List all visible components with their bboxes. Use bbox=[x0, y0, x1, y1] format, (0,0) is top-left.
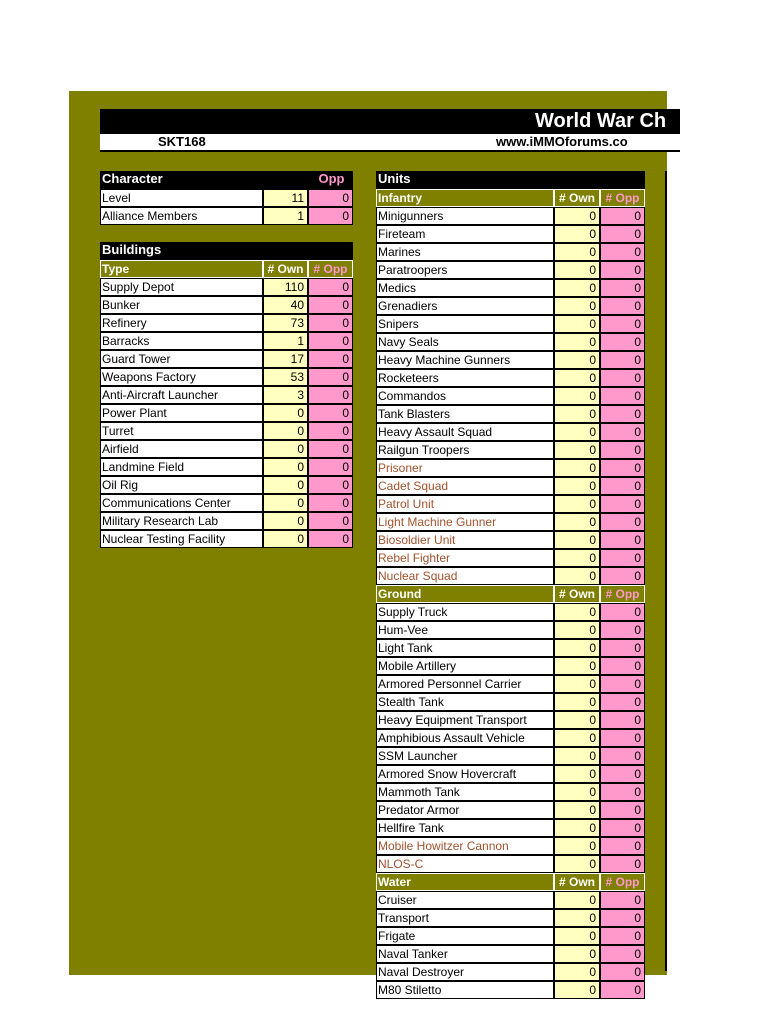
row-name-cell[interactable]: Snipers bbox=[376, 315, 554, 333]
table-row bbox=[100, 422, 353, 440]
row-own-cell[interactable]: 0 bbox=[554, 333, 600, 351]
row-own-cell[interactable]: 0 bbox=[554, 549, 600, 567]
row-name-cell[interactable]: Power Plant bbox=[100, 404, 263, 422]
row-opp-cell[interactable]: 0 bbox=[600, 531, 645, 549]
row-name-cell[interactable]: Light Machine Gunner bbox=[376, 513, 554, 531]
row-own-cell[interactable]: 0 bbox=[554, 783, 600, 801]
units-header: Units bbox=[376, 171, 645, 189]
row-name-cell[interactable]: Heavy Assault Squad bbox=[376, 423, 554, 441]
row-name-cell[interactable]: Heavy Machine Gunners bbox=[376, 351, 554, 369]
table-row bbox=[376, 819, 645, 837]
row-own-cell[interactable]: 0 bbox=[554, 819, 600, 837]
row-opp-cell[interactable]: 0 bbox=[600, 837, 645, 855]
row-name-cell[interactable]: Medics bbox=[376, 279, 554, 297]
table-row bbox=[376, 387, 645, 405]
table-row bbox=[100, 368, 353, 386]
row-own-cell[interactable]: 0 bbox=[554, 477, 600, 495]
ground-label: Ground bbox=[376, 585, 554, 603]
row-own-cell[interactable]: 0 bbox=[554, 405, 600, 423]
table-row bbox=[376, 801, 645, 819]
row-name-cell[interactable]: NLOS-C bbox=[376, 855, 554, 873]
row-own-cell[interactable]: 0 bbox=[554, 639, 600, 657]
row-own-cell[interactable]: 0 bbox=[554, 315, 600, 333]
row-name-cell[interactable]: Level bbox=[100, 189, 263, 207]
row-opp-cell[interactable]: 0 bbox=[600, 981, 645, 999]
row-name-cell[interactable]: Armored Snow Hovercraft bbox=[376, 765, 554, 783]
infantry-label: Infantry bbox=[376, 189, 554, 207]
row-own-cell[interactable]: 0 bbox=[554, 279, 600, 297]
row-name-cell[interactable]: Communications Center bbox=[100, 494, 263, 512]
table-row bbox=[376, 225, 645, 243]
table-row bbox=[376, 765, 645, 783]
table-row bbox=[376, 603, 645, 621]
row-opp-cell[interactable]: 0 bbox=[600, 963, 645, 981]
table-row bbox=[100, 494, 353, 512]
row-name-cell[interactable]: Supply Depot bbox=[100, 278, 263, 296]
row-own-cell[interactable]: 0 bbox=[263, 404, 308, 422]
row-opp-cell[interactable]: 0 bbox=[600, 351, 645, 369]
character-header: Character bbox=[100, 171, 263, 189]
table-row bbox=[376, 243, 645, 261]
row-name-cell[interactable]: Nuclear Testing Facility bbox=[100, 530, 263, 548]
spreadsheet-area bbox=[69, 91, 667, 997]
row-own-cell[interactable]: 0 bbox=[263, 530, 308, 548]
player-name: SKT168 bbox=[158, 134, 206, 149]
row-own-cell[interactable]: 0 bbox=[554, 243, 600, 261]
table-row bbox=[376, 945, 645, 963]
row-name-cell[interactable]: Amphibious Assault Vehicle bbox=[376, 729, 554, 747]
table-row bbox=[376, 891, 645, 909]
row-name-cell[interactable]: Weapons Factory bbox=[100, 368, 263, 386]
row-own-cell[interactable]: 0 bbox=[263, 476, 308, 494]
row-own-cell[interactable]: 0 bbox=[554, 297, 600, 315]
buildings-col-own: # Own bbox=[263, 260, 308, 278]
row-name-cell[interactable]: Guard Tower bbox=[100, 350, 263, 368]
table-row bbox=[100, 350, 353, 368]
table-row bbox=[100, 332, 353, 350]
table-row bbox=[100, 314, 353, 332]
character-header-blank bbox=[263, 171, 308, 189]
row-name-cell[interactable]: Anti-Aircraft Launcher bbox=[100, 386, 263, 404]
row-own-cell[interactable]: 1 bbox=[263, 332, 308, 350]
row-opp-cell[interactable]: 0 bbox=[600, 693, 645, 711]
row-opp-cell[interactable]: 0 bbox=[600, 603, 645, 621]
character-opp-label: Opp bbox=[308, 171, 353, 189]
table-row bbox=[100, 440, 353, 458]
table-row bbox=[376, 495, 645, 513]
table-row bbox=[376, 207, 645, 225]
row-name-cell[interactable]: Paratroopers bbox=[376, 261, 554, 279]
row-name-cell[interactable]: Fireteam bbox=[376, 225, 554, 243]
row-name-cell[interactable]: Military Research Lab bbox=[100, 512, 263, 530]
row-own-cell[interactable]: 0 bbox=[554, 423, 600, 441]
row-opp-cell[interactable]: 0 bbox=[308, 386, 353, 404]
row-own-cell[interactable]: 0 bbox=[554, 387, 600, 405]
row-opp-cell[interactable]: 0 bbox=[600, 945, 645, 963]
site-url: www.iMMOforums.co bbox=[496, 134, 628, 149]
infantry-col-own: # Own bbox=[554, 189, 600, 207]
table-row bbox=[376, 369, 645, 387]
sheet-title: World War Ch bbox=[100, 109, 680, 134]
row-own-cell[interactable]: 40 bbox=[263, 296, 308, 314]
row-opp-cell[interactable]: 0 bbox=[308, 458, 353, 476]
row-name-cell[interactable]: Barracks bbox=[100, 332, 263, 350]
row-opp-cell[interactable]: 0 bbox=[600, 315, 645, 333]
row-name-cell[interactable]: Marines bbox=[376, 243, 554, 261]
row-opp-cell[interactable]: 0 bbox=[308, 314, 353, 332]
row-name-cell[interactable]: Cruiser bbox=[376, 891, 554, 909]
row-name-cell[interactable]: Hellfire Tank bbox=[376, 819, 554, 837]
row-name-cell[interactable]: M80 Stiletto bbox=[376, 981, 554, 999]
row-opp-cell[interactable]: 0 bbox=[308, 512, 353, 530]
row-own-cell[interactable]: 0 bbox=[554, 945, 600, 963]
table-row bbox=[376, 549, 645, 567]
row-opp-cell[interactable]: 0 bbox=[308, 332, 353, 350]
table-row bbox=[376, 963, 645, 981]
table-row bbox=[100, 476, 353, 494]
table-row bbox=[376, 477, 645, 495]
table-row bbox=[376, 711, 645, 729]
row-opp-cell[interactable]: 0 bbox=[600, 423, 645, 441]
row-opp-cell[interactable]: 0 bbox=[308, 422, 353, 440]
table-row bbox=[376, 567, 645, 585]
row-own-cell[interactable]: 0 bbox=[554, 927, 600, 945]
row-opp-cell[interactable]: 0 bbox=[600, 657, 645, 675]
row-name-cell[interactable]: Rebel Fighter bbox=[376, 549, 554, 567]
row-name-cell[interactable]: Stealth Tank bbox=[376, 693, 554, 711]
table-row bbox=[376, 837, 645, 855]
table-row bbox=[376, 729, 645, 747]
row-opp-cell[interactable]: 0 bbox=[600, 729, 645, 747]
row-own-cell[interactable]: 0 bbox=[554, 963, 600, 981]
table-row bbox=[100, 458, 353, 476]
row-opp-cell[interactable]: 0 bbox=[600, 855, 645, 873]
row-name-cell[interactable]: Light Tank bbox=[376, 639, 554, 657]
water-section-row bbox=[376, 873, 645, 891]
table-row bbox=[376, 423, 645, 441]
row-name-cell[interactable]: Rocketeers bbox=[376, 369, 554, 387]
character-header-row bbox=[100, 171, 353, 189]
row-name-cell[interactable]: Transport bbox=[376, 909, 554, 927]
row-own-cell[interactable]: 0 bbox=[554, 729, 600, 747]
row-opp-cell[interactable]: 0 bbox=[600, 567, 645, 585]
row-name-cell[interactable]: Cadet Squad bbox=[376, 477, 554, 495]
row-opp-cell[interactable]: 0 bbox=[308, 278, 353, 296]
row-opp-cell[interactable]: 0 bbox=[308, 530, 353, 548]
row-name-cell[interactable]: Railgun Troopers bbox=[376, 441, 554, 459]
table-row bbox=[376, 639, 645, 657]
row-opp-cell[interactable]: 0 bbox=[600, 891, 645, 909]
table-row bbox=[376, 459, 645, 477]
row-own-cell[interactable]: 0 bbox=[554, 657, 600, 675]
row-own-cell[interactable]: 0 bbox=[554, 261, 600, 279]
character-rows bbox=[100, 189, 353, 225]
row-opp-cell[interactable]: 0 bbox=[600, 459, 645, 477]
units-header-row bbox=[376, 171, 645, 189]
table-row bbox=[376, 981, 645, 999]
infantry-section-row bbox=[376, 189, 645, 207]
row-opp-cell[interactable]: 0 bbox=[308, 189, 353, 207]
row-own-cell[interactable]: 0 bbox=[554, 675, 600, 693]
table-row bbox=[376, 783, 645, 801]
row-opp-cell[interactable]: 0 bbox=[600, 783, 645, 801]
table-row bbox=[376, 333, 645, 351]
row-own-cell[interactable]: 0 bbox=[554, 693, 600, 711]
row-name-cell[interactable]: Navy Seals bbox=[376, 333, 554, 351]
table-row bbox=[100, 530, 353, 548]
row-own-cell[interactable]: 0 bbox=[554, 711, 600, 729]
row-opp-cell[interactable]: 0 bbox=[600, 711, 645, 729]
row-name-cell[interactable]: Mobile Howitzer Cannon bbox=[376, 837, 554, 855]
buildings-col-opp: # Opp bbox=[308, 260, 353, 278]
row-opp-cell[interactable]: 0 bbox=[600, 639, 645, 657]
table-row bbox=[376, 279, 645, 297]
row-name-cell[interactable]: SSM Launcher bbox=[376, 747, 554, 765]
row-opp-cell[interactable]: 0 bbox=[308, 404, 353, 422]
water-col-opp: # Opp bbox=[600, 873, 645, 891]
row-own-cell[interactable]: 11 bbox=[263, 189, 308, 207]
row-own-cell[interactable]: 0 bbox=[554, 891, 600, 909]
table-row bbox=[376, 909, 645, 927]
row-name-cell[interactable]: Tank Blasters bbox=[376, 405, 554, 423]
row-own-cell[interactable]: 0 bbox=[554, 369, 600, 387]
row-own-cell[interactable]: 53 bbox=[263, 368, 308, 386]
row-own-cell[interactable]: 0 bbox=[554, 567, 600, 585]
table-row bbox=[100, 278, 353, 296]
row-name-cell[interactable]: Frigate bbox=[376, 927, 554, 945]
row-own-cell[interactable]: 0 bbox=[263, 512, 308, 530]
row-opp-cell[interactable]: 0 bbox=[600, 387, 645, 405]
row-own-cell[interactable]: 0 bbox=[554, 747, 600, 765]
row-name-cell[interactable]: Commandos bbox=[376, 387, 554, 405]
table-row bbox=[376, 441, 645, 459]
ground-col-opp: # Opp bbox=[600, 585, 645, 603]
table-row bbox=[376, 927, 645, 945]
row-own-cell[interactable]: 0 bbox=[554, 531, 600, 549]
row-own-cell[interactable]: 0 bbox=[263, 440, 308, 458]
row-opp-cell[interactable]: 0 bbox=[600, 747, 645, 765]
table-row bbox=[376, 531, 645, 549]
row-name-cell[interactable]: Hum-Vee bbox=[376, 621, 554, 639]
table-row bbox=[100, 207, 353, 225]
row-own-cell[interactable]: 1 bbox=[263, 207, 308, 225]
row-own-cell[interactable]: 0 bbox=[263, 494, 308, 512]
row-opp-cell[interactable]: 0 bbox=[600, 207, 645, 225]
row-own-cell[interactable]: 0 bbox=[554, 621, 600, 639]
row-opp-cell[interactable]: 0 bbox=[600, 477, 645, 495]
table-row bbox=[376, 297, 645, 315]
row-own-cell[interactable]: 73 bbox=[263, 314, 308, 332]
table-row bbox=[100, 404, 353, 422]
row-name-cell[interactable]: Supply Truck bbox=[376, 603, 554, 621]
row-own-cell[interactable]: 0 bbox=[554, 801, 600, 819]
ground-section-row bbox=[376, 585, 645, 603]
row-name-cell[interactable]: Nuclear Squad bbox=[376, 567, 554, 585]
row-name-cell[interactable]: Prisoner bbox=[376, 459, 554, 477]
row-opp-cell[interactable]: 0 bbox=[600, 441, 645, 459]
row-name-cell[interactable]: Turret bbox=[100, 422, 263, 440]
table-row bbox=[100, 189, 353, 207]
table-row bbox=[376, 405, 645, 423]
row-own-cell[interactable]: 0 bbox=[554, 459, 600, 477]
sheet-right-edge bbox=[665, 171, 667, 971]
table-row bbox=[376, 657, 645, 675]
row-opp-cell[interactable]: 0 bbox=[600, 261, 645, 279]
sheet-subtitle bbox=[100, 134, 680, 152]
table-row bbox=[100, 512, 353, 530]
row-name-cell[interactable]: Armored Personnel Carrier bbox=[376, 675, 554, 693]
row-own-cell[interactable]: 0 bbox=[554, 855, 600, 873]
row-opp-cell[interactable]: 0 bbox=[600, 333, 645, 351]
row-own-cell[interactable]: 0 bbox=[554, 765, 600, 783]
table-row bbox=[376, 693, 645, 711]
ground-col-own: # Own bbox=[554, 585, 600, 603]
water-rows bbox=[376, 891, 645, 999]
buildings-column-row bbox=[100, 260, 353, 278]
row-name-cell[interactable]: Naval Destroyer bbox=[376, 963, 554, 981]
row-name-cell[interactable]: Grenadiers bbox=[376, 297, 554, 315]
row-own-cell[interactable]: 0 bbox=[554, 981, 600, 999]
row-own-cell[interactable]: 0 bbox=[554, 441, 600, 459]
row-opp-cell[interactable]: 0 bbox=[600, 927, 645, 945]
row-opp-cell[interactable]: 0 bbox=[600, 225, 645, 243]
water-label: Water bbox=[376, 873, 554, 891]
row-name-cell[interactable]: Minigunners bbox=[376, 207, 554, 225]
row-opp-cell[interactable]: 0 bbox=[600, 819, 645, 837]
row-opp-cell[interactable]: 0 bbox=[600, 765, 645, 783]
buildings-rows bbox=[100, 278, 353, 548]
buildings-header: Buildings bbox=[100, 242, 353, 260]
row-own-cell[interactable]: 110 bbox=[263, 278, 308, 296]
table-row bbox=[376, 747, 645, 765]
row-opp-cell[interactable]: 0 bbox=[600, 369, 645, 387]
row-own-cell[interactable]: 0 bbox=[263, 422, 308, 440]
buildings-panel bbox=[100, 242, 353, 548]
row-opp-cell[interactable]: 0 bbox=[600, 279, 645, 297]
table-row bbox=[376, 261, 645, 279]
row-name-cell[interactable]: Biosoldier Unit bbox=[376, 531, 554, 549]
row-own-cell[interactable]: 0 bbox=[554, 495, 600, 513]
row-name-cell[interactable]: Refinery bbox=[100, 314, 263, 332]
row-opp-cell[interactable]: 0 bbox=[600, 513, 645, 531]
row-opp-cell[interactable]: 0 bbox=[600, 909, 645, 927]
row-own-cell[interactable]: 0 bbox=[554, 513, 600, 531]
row-name-cell[interactable]: Predator Armor bbox=[376, 801, 554, 819]
row-opp-cell[interactable]: 0 bbox=[308, 296, 353, 314]
row-own-cell[interactable]: 17 bbox=[263, 350, 308, 368]
table-row bbox=[100, 296, 353, 314]
row-name-cell[interactable]: Oil Rig bbox=[100, 476, 263, 494]
row-opp-cell[interactable]: 0 bbox=[600, 801, 645, 819]
row-opp-cell[interactable]: 0 bbox=[600, 675, 645, 693]
row-opp-cell[interactable]: 0 bbox=[600, 549, 645, 567]
table-row bbox=[376, 855, 645, 873]
units-panel bbox=[376, 171, 645, 999]
row-name-cell[interactable]: Naval Tanker bbox=[376, 945, 554, 963]
row-opp-cell[interactable]: 0 bbox=[308, 207, 353, 225]
row-own-cell[interactable]: 3 bbox=[263, 386, 308, 404]
row-own-cell[interactable]: 0 bbox=[554, 225, 600, 243]
infantry-rows bbox=[376, 207, 645, 585]
row-own-cell[interactable]: 0 bbox=[263, 458, 308, 476]
row-opp-cell[interactable]: 0 bbox=[600, 405, 645, 423]
table-row bbox=[376, 351, 645, 369]
row-name-cell[interactable]: Alliance Members bbox=[100, 207, 263, 225]
table-row bbox=[376, 621, 645, 639]
row-opp-cell[interactable]: 0 bbox=[600, 495, 645, 513]
table-row bbox=[376, 513, 645, 531]
row-name-cell[interactable]: Mobile Artillery bbox=[376, 657, 554, 675]
row-opp-cell[interactable]: 0 bbox=[308, 440, 353, 458]
water-col-own: # Own bbox=[554, 873, 600, 891]
infantry-col-opp: # Opp bbox=[600, 189, 645, 207]
character-panel bbox=[100, 171, 353, 225]
table-row bbox=[376, 675, 645, 693]
row-opp-cell[interactable]: 0 bbox=[600, 621, 645, 639]
row-own-cell[interactable]: 0 bbox=[554, 837, 600, 855]
row-opp-cell[interactable]: 0 bbox=[600, 243, 645, 261]
row-opp-cell[interactable]: 0 bbox=[308, 476, 353, 494]
ground-rows bbox=[376, 603, 645, 873]
row-opp-cell[interactable]: 0 bbox=[308, 350, 353, 368]
row-name-cell[interactable]: Landmine Field bbox=[100, 458, 263, 476]
buildings-col-type: Type bbox=[100, 260, 263, 278]
table-row bbox=[376, 315, 645, 333]
row-own-cell[interactable]: 0 bbox=[554, 909, 600, 927]
buildings-header-row bbox=[100, 242, 353, 260]
row-own-cell[interactable]: 0 bbox=[554, 207, 600, 225]
row-opp-cell[interactable]: 0 bbox=[600, 297, 645, 315]
table-row bbox=[100, 386, 353, 404]
row-own-cell[interactable]: 0 bbox=[554, 351, 600, 369]
row-name-cell[interactable]: Bunker bbox=[100, 296, 263, 314]
row-name-cell[interactable]: Airfield bbox=[100, 440, 263, 458]
row-name-cell[interactable]: Heavy Equipment Transport bbox=[376, 711, 554, 729]
row-own-cell[interactable]: 0 bbox=[554, 603, 600, 621]
row-name-cell[interactable]: Mammoth Tank bbox=[376, 783, 554, 801]
row-opp-cell[interactable]: 0 bbox=[308, 368, 353, 386]
row-name-cell[interactable]: Patrol Unit bbox=[376, 495, 554, 513]
row-opp-cell[interactable]: 0 bbox=[308, 494, 353, 512]
